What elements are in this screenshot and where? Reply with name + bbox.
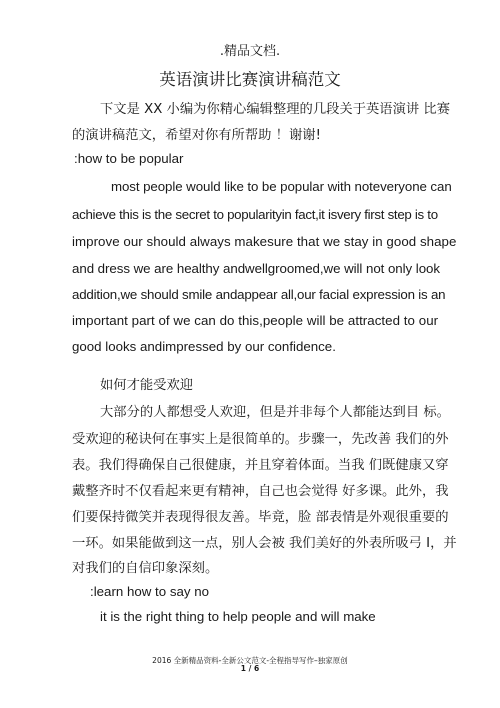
footer-text: 2016 全新精品资料-全新公文范文-全程指导写作–独家原创 [152,656,348,665]
paragraph-line: important part of we can do this,people will be attracted to our [72,313,439,328]
paragraph-line: 下文是 XX 小编为你精心编辑整理的几段关于英语演讲 比赛 [100,102,451,117]
paragraph-line: 们要保持微笑并表现得很友善。毕竟，脸 部表情是外观很重要的 [72,510,449,525]
document-header: .精品文档. [219,44,281,59]
paragraph-line: 对我们的自信印象深刻。 [72,561,219,576]
paragraph-line: 一环。如果能做到这一点，别人会被 我们美好的外表所吸弓 I，并 [72,536,457,551]
paragraph-line: 的演讲稿范文，希望对你有所帮助 ！谢谢! [72,128,321,143]
paragraph-line: good looks andimpressed by our confidence. [72,339,336,354]
paragraph-line: addition,we should smile andappear all,our facial expression is an [72,287,446,302]
paragraph-line: and dress we are healthy andwellgroomed,we will not only look [72,261,440,276]
paragraph-line: improve our should always makesure that we stay in good shape [72,234,457,249]
document-title: 英语演讲比赛演讲稿范文 [159,70,341,89]
paragraph-line: 戴整齐时不仅看起来更有精神，自己也会觉得 好多课。此外，我 [72,484,449,499]
section-heading: :learn how to say no [90,584,210,599]
page-number: 1 / 6 [240,664,260,673]
paragraph-line: it is the right thing to help people and will make [100,609,376,624]
paragraph-line: most people would like to be popular with noteveryone can [111,179,452,194]
section-heading: 如何才能受欢迎 [100,378,194,393]
section-heading: :how to be popular [74,151,184,166]
paragraph-line: 受欢迎的秘诀何在事实上是很简单的。步骤一，先改善 我们的外 [72,432,449,447]
paragraph-line: achieve this is the secret to popularityin fact,it isvery first step is to [72,207,438,222]
paragraph-line: 大部分的人都想受人欢迎，但是并非每个人都能达到目 标。 [100,405,450,420]
paragraph-line: 表。我们得确保自己很健康，并且穿着体面。当我 们既健康又穿 [72,458,449,473]
